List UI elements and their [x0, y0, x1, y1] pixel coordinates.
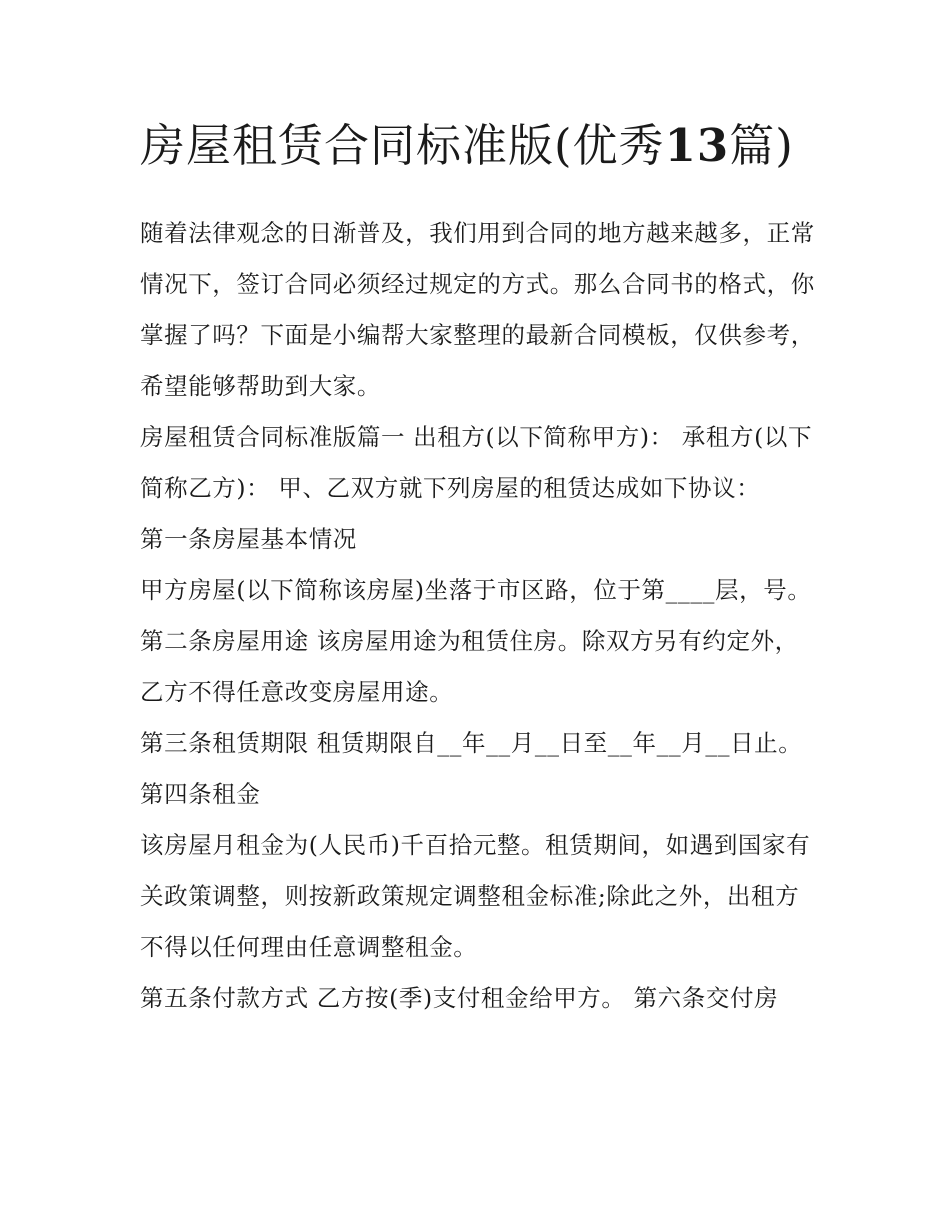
- paragraph-intro: 随着法律观念的日渐普及，我们用到合同的地方越来越多，正常情况下，签订合同必须经过规定的方式。那么合同书的格式，你掌握了吗？下面是小编帮大家整理的最新合同模板，仅供参考，希望能够帮助到大家。: [140, 219, 815, 400]
- document-body: [140, 208, 815, 1024]
- paragraph-article-3-4: 第三条租赁期限 租赁期限自__年__月__日至__年__月__日止。 第四条租金: [140, 729, 803, 808]
- paragraph-article-1-heading: 第一条房屋基本情况: [140, 525, 357, 553]
- document-page: [140, 108, 815, 1024]
- paragraph-article-5-6: 第五条付款方式 乙方按(季)支付租金给甲方。 第六条交付房: [140, 984, 779, 1012]
- document-title: 房屋租赁合同标准版(优秀13篇): [140, 119, 794, 172]
- paragraph-rent: 该房屋月租金为(人民币)千百拾元整。租赁期间，如遇到国家有关政策调整，则按新政策规定调整租金标准;除此之外，出租方不得以任何理由任意调整租金。: [140, 831, 811, 961]
- paragraph-article-1-2: 甲方房屋(以下简称该房屋)坐落于市区路，位于第____层，号。 第二条房屋用途 该房屋用途为租赁住房。除双方另有约定外，乙方不得任意改变房屋用途。: [140, 576, 812, 706]
- paragraph-parties: 房屋租赁合同标准版篇一 出租方(以下简称甲方)： 承租方(以下简称乙方)： 甲、乙双方就下列房屋的租赁达成如下协议：: [140, 423, 813, 502]
